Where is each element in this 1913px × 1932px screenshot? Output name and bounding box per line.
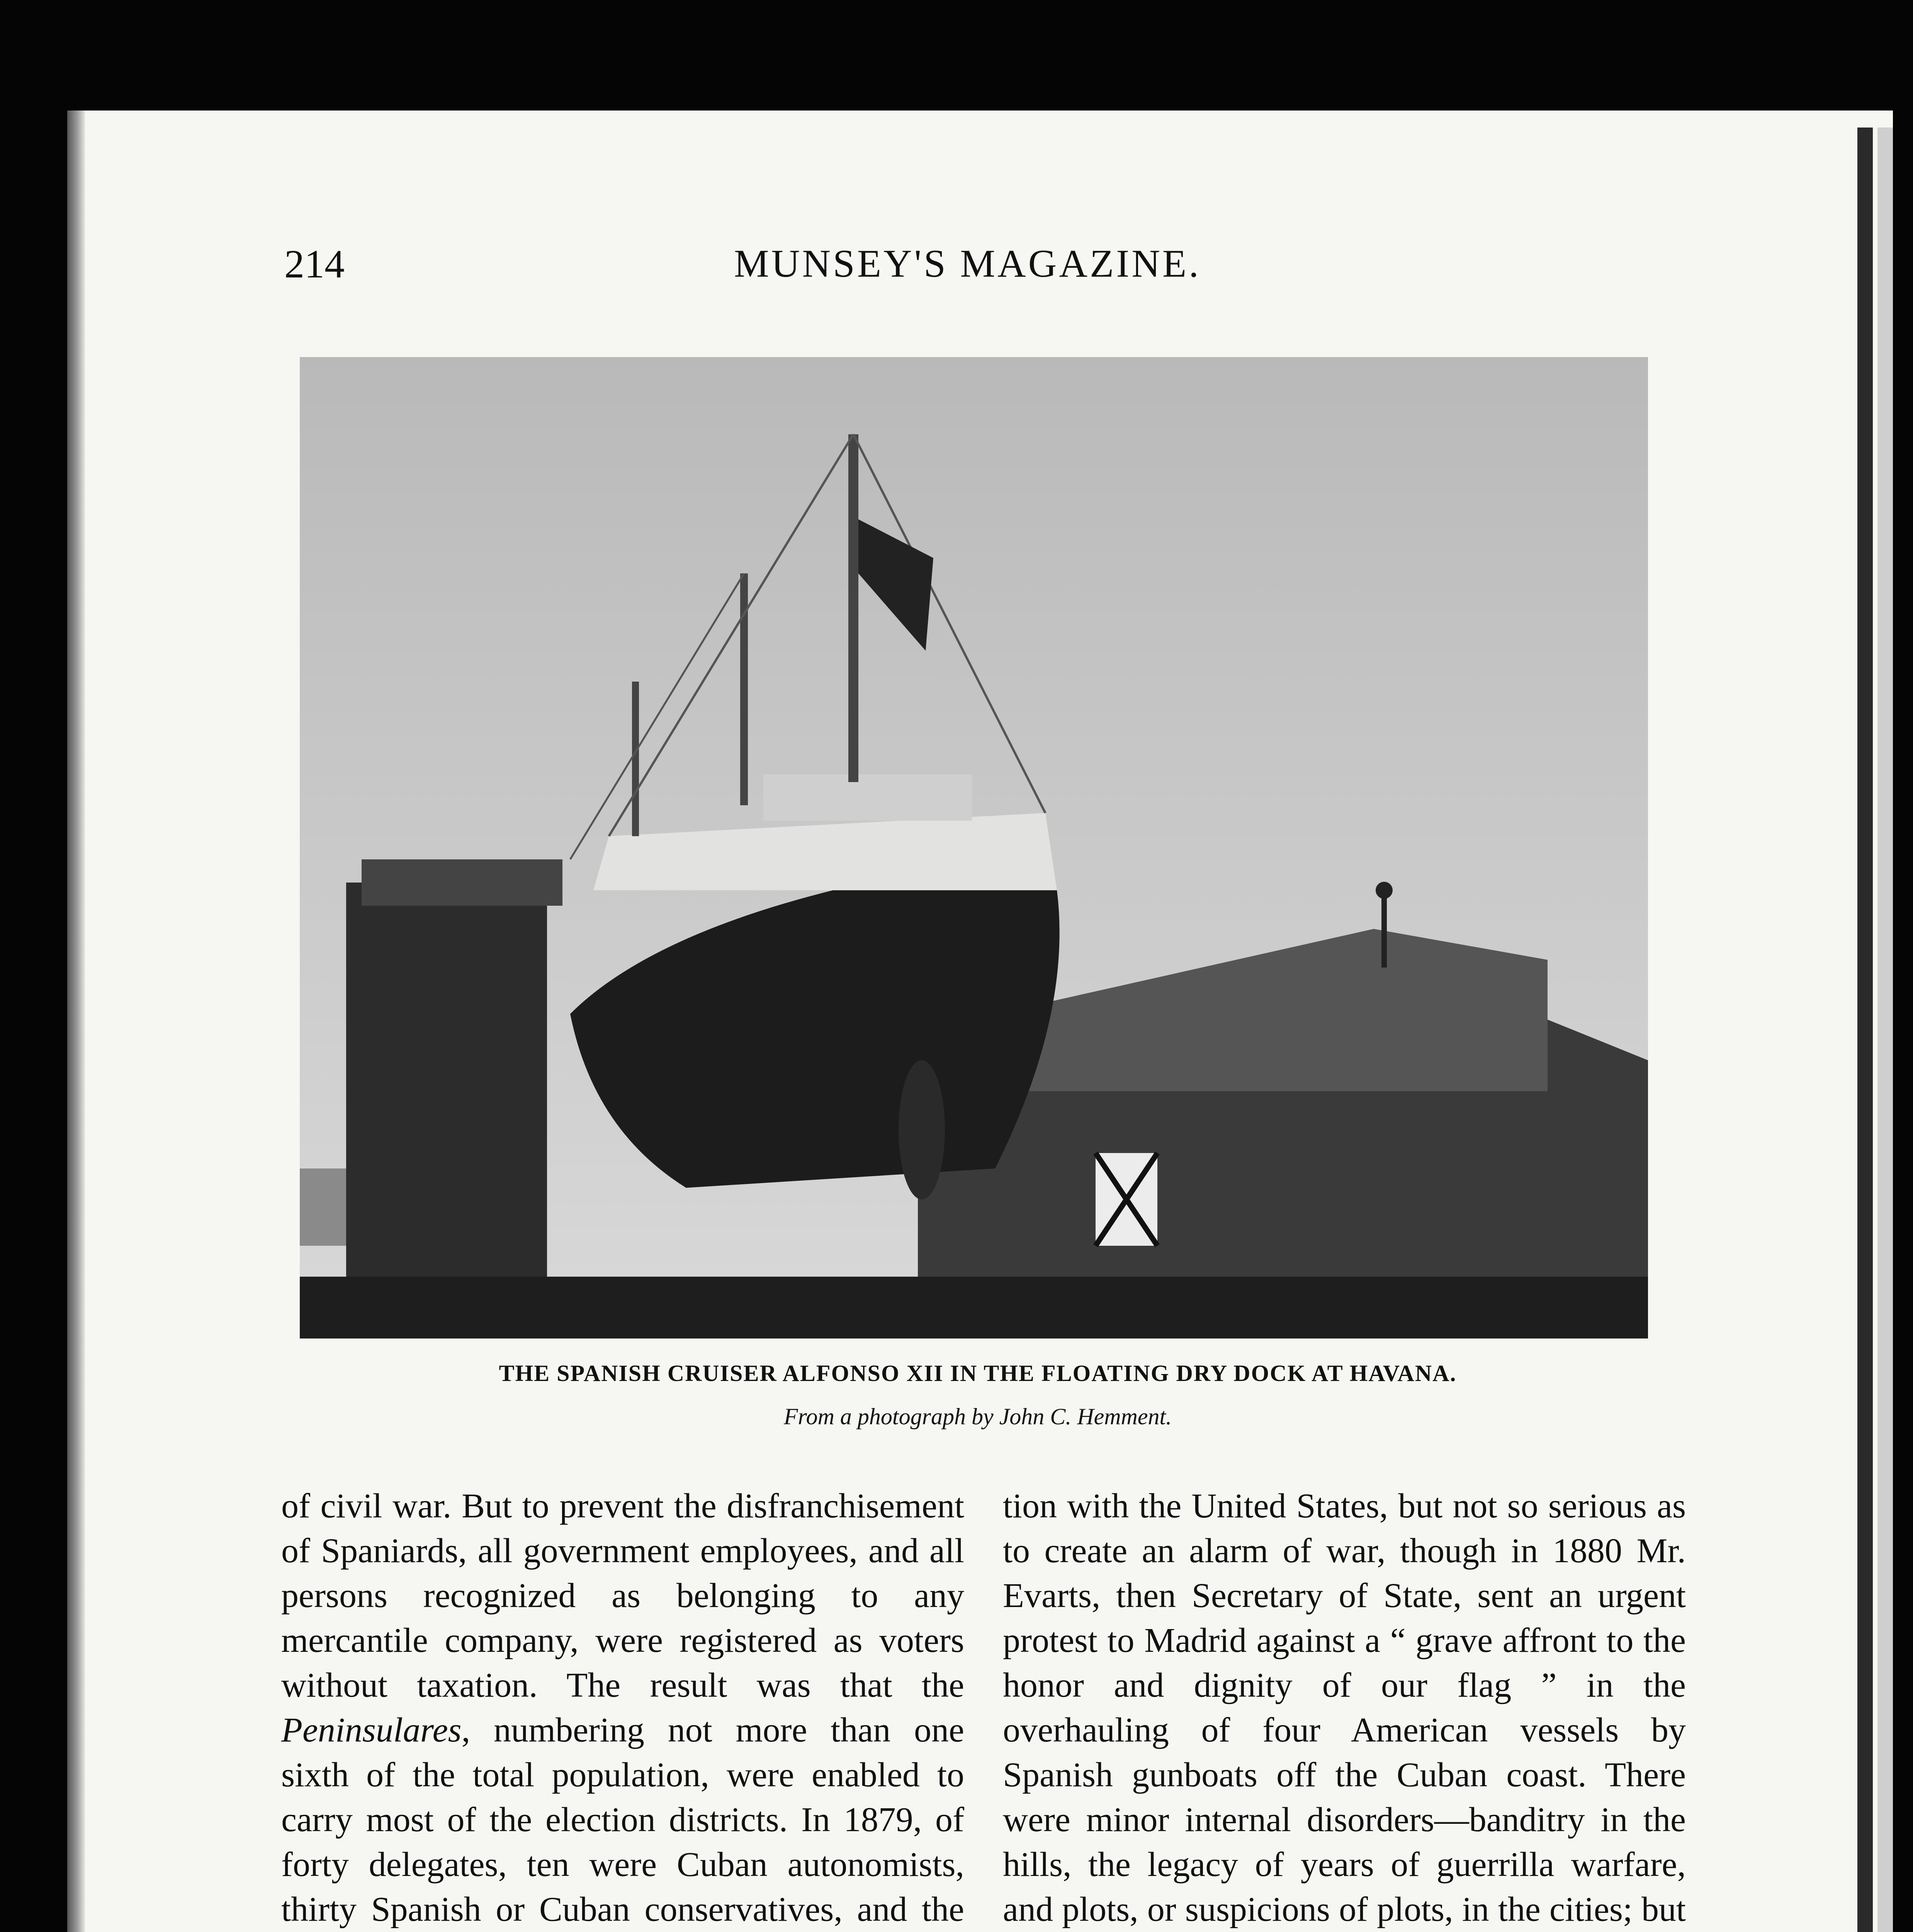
photo-credit: From a photograph by John C. Hemment. xyxy=(783,1404,1172,1429)
ship-in-dry-dock-icon xyxy=(300,357,1648,1338)
text-column-left xyxy=(281,1484,964,1932)
next-page-edge-light xyxy=(1877,128,1893,1932)
italic-term: Peninsulares xyxy=(281,1711,462,1749)
paragraph xyxy=(281,1484,964,1932)
page-gutter-shadow xyxy=(67,111,85,1932)
next-page-edge xyxy=(1857,128,1873,1932)
running-head: MUNSEY'S MAGAZINE. xyxy=(734,242,1201,286)
paragraph: tion with the United States, but not so serious as to create an alarm of war, though in 1880 Mr. Evarts, then Secretary of State, sent an urgent protest to Madrid against a “ grave affront to the honor and dignity of our flag ” in the overhauling of four American vessels by Spanish gunboats off the Cuban coast. There were minor internal disorders—banditry in the hills, the legacy of years of guerrilla warfare, and plots, or suspicions of plots, in the cities; but xyxy=(1003,1487,1686,1929)
page-number: 214 xyxy=(284,242,345,286)
text-column-right xyxy=(1003,1484,1686,1932)
paragraph-text: , numbering not more than one sixth of the total population, were enabled to carry most of the election districts. In 1879, of forty delegates, ten were Cuban autonomists, thirty Spanish or Cuban conservatives, and the xyxy=(281,1711,964,1929)
paragraph-text: of civil war. But to prevent the disfranchisement of Spaniards, all government employees, and all persons recognized as belonging to any mercantile company, were registered as voters without taxation. The result was that the xyxy=(281,1487,964,1704)
cruiser-photograph xyxy=(300,357,1648,1338)
figure-caption: THE SPANISH CRUISER ALFONSO XII IN THE FLOATING DRY DOCK AT HAVANA. xyxy=(499,1361,1457,1386)
